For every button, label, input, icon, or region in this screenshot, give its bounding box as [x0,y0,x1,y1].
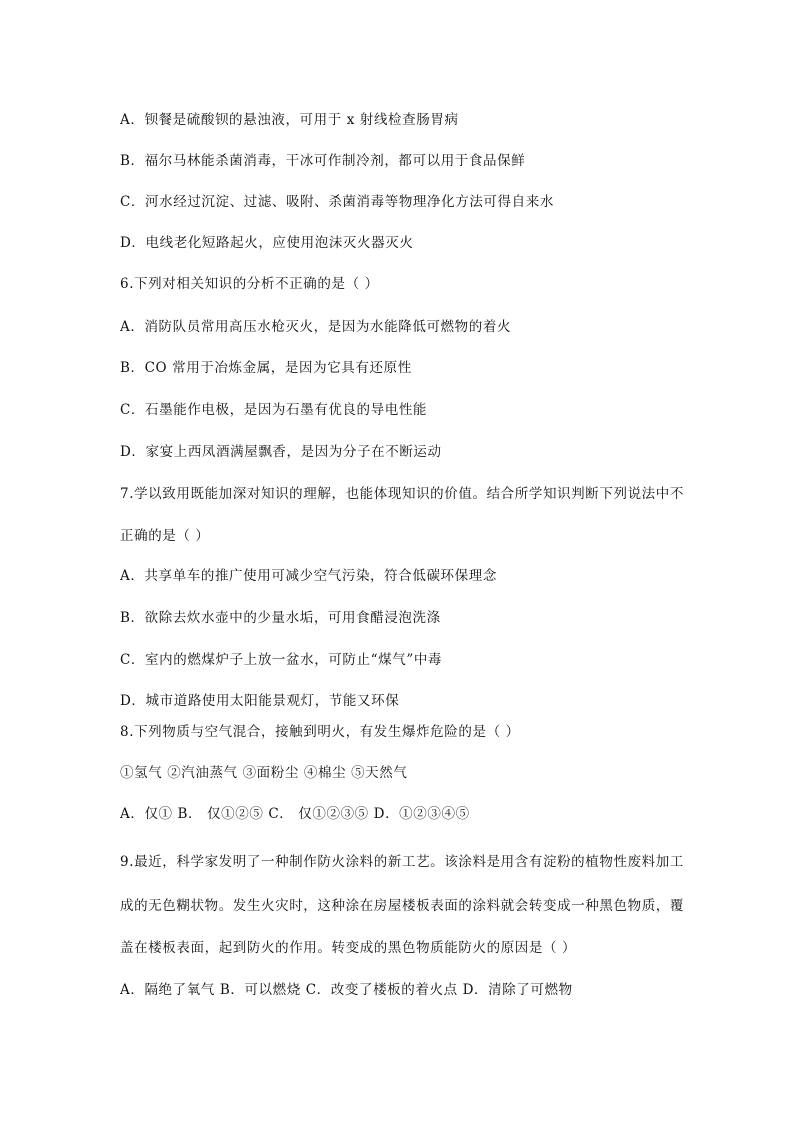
q7-option-d: D．城市道路使用太阳能景观灯，节能又环保 [120,693,400,709]
q9-stem-line-1: 9.最近，科学家发明了一种制作防火涂料的新工艺。该涂料是用含有淀粉的植物性废料加工 [120,854,684,870]
q7-option-c: C．室内的燃煤炉子上放一盆水，可防止“煤气”中毒 [120,652,443,668]
q8-items: ①氢气 ②汽油蒸气 ③面粉尘 ④棉尘 ⑤天然气 [120,765,408,781]
q7-option-a: A．共享单车的推广使用可减少空气污染，符合低碳环保理念 [120,568,497,584]
q9-stem-line-2: 成的无色糊状物。发生火灾时，这种涂在房屋楼板表面的涂料就会转变成一种黑色物质，覆 [120,898,684,914]
q5-option-d: D．电线老化短路起火，应使用泡沫灭火器灭火 [120,235,414,251]
q7-option-b: B．欲除去炊水壶中的少量水垢，可用食醋浸泡洗涤 [120,610,441,626]
q7-stem-line-2: 正确的是（ ） [120,528,210,544]
q9-stem-line-3: 盖在楼板表面，起到防火的作用。转变成的黑色物质能防火的原因是（ ） [120,940,577,956]
q9-options: A．隔绝了氧气 B．可以燃烧 C．改变了楼板的着火点 D．清除了可燃物 [120,982,573,998]
q6-option-c: C．石墨能作电极，是因为石墨有优良的导电性能 [120,402,428,418]
q5-option-a: A．钡餐是硫酸钡的悬浊液，可用于 x 射线检查肠胃病 [120,112,459,128]
q6-option-d: D．家宴上西凤酒满屋飘香，是因为分子在不断运动 [120,444,442,460]
q6-option-a: A．消防队员常用高压水枪灭火，是因为水能降低可燃物的着火 [120,319,512,335]
q8-options: A．仅① B． 仅①②⑤ C． 仅①②③⑤ D．①②③④⑤ [120,806,470,822]
q6-option-b: B．CO 常用于冶炼金属，是因为它具有还原性 [120,360,412,376]
q8-stem: 8.下列物质与空气混合，接触到明火，有发生爆炸危险的是（ ） [120,724,520,740]
q5-option-b: B．福尔马林能杀菌消毒，干冰可作制冷剂，都可以用于食品保鲜 [120,153,526,169]
q6-stem: 6.下列对相关知识的分析不正确的是（ ） [120,276,379,292]
q7-stem-line-1: 7.学以致用既能加深对知识的理解，也能体现知识的价值。结合所学知识判断下列说法中不 [120,486,684,502]
q5-option-c: C．河水经过沉淀、过滤、吸附、杀菌消毒等物理净化方法可得自来水 [120,194,554,210]
